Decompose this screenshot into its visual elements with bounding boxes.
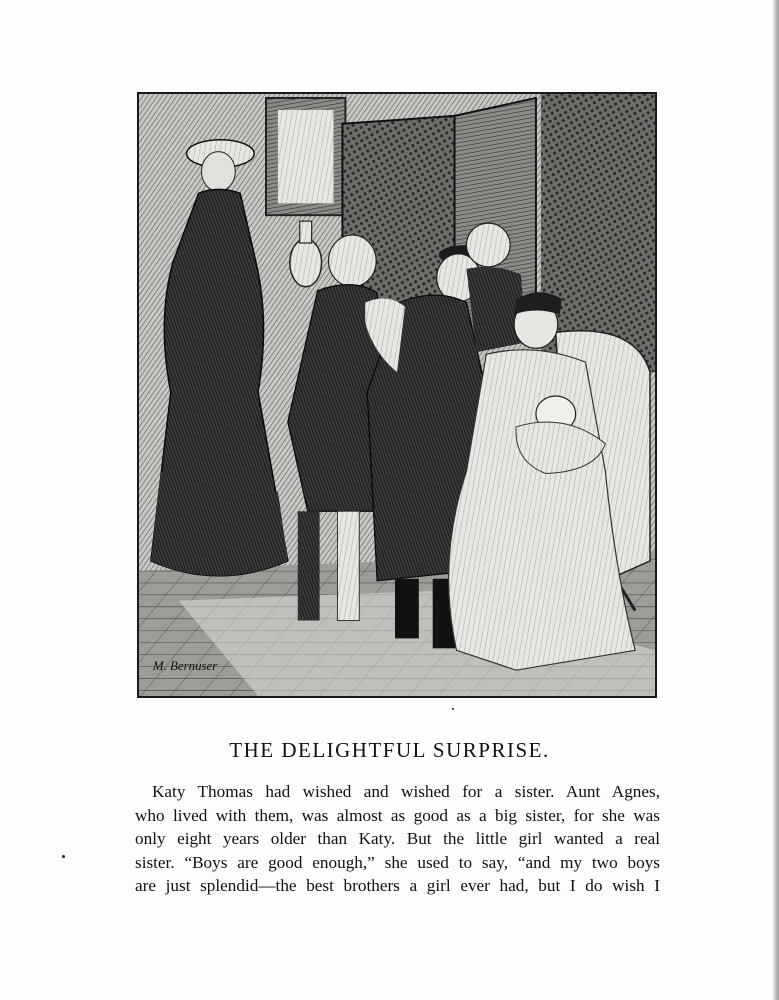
paragraph-line: sister. “Boys are good enough,” she used to say, “and my two boys — [135, 852, 660, 872]
engraving-drawing — [139, 94, 655, 696]
engraving-illustration — [137, 92, 657, 698]
ink-speck — [62, 855, 65, 858]
chapter-title: THE DELIGHTFUL SURPRISE. — [229, 738, 550, 762]
page-edge-shadow — [773, 0, 779, 1000]
ink-speck — [452, 708, 454, 710]
paragraph-line: Katy Thomas had wished and wished for a sister. Aunt Agnes, — [152, 782, 660, 801]
paragraph-line: only eight years older than Katy. But the little girl wanted a real — [135, 829, 660, 848]
paragraph-line: are just splendid—the best brothers a girl ever had, but I do wish I — [135, 876, 660, 895]
story-paragraph — [135, 780, 660, 898]
paragraph-line: who lived with them, was almost as good as a big sister, for she was — [135, 805, 660, 825]
artist-signature: M. Bernuser — [152, 659, 218, 674]
